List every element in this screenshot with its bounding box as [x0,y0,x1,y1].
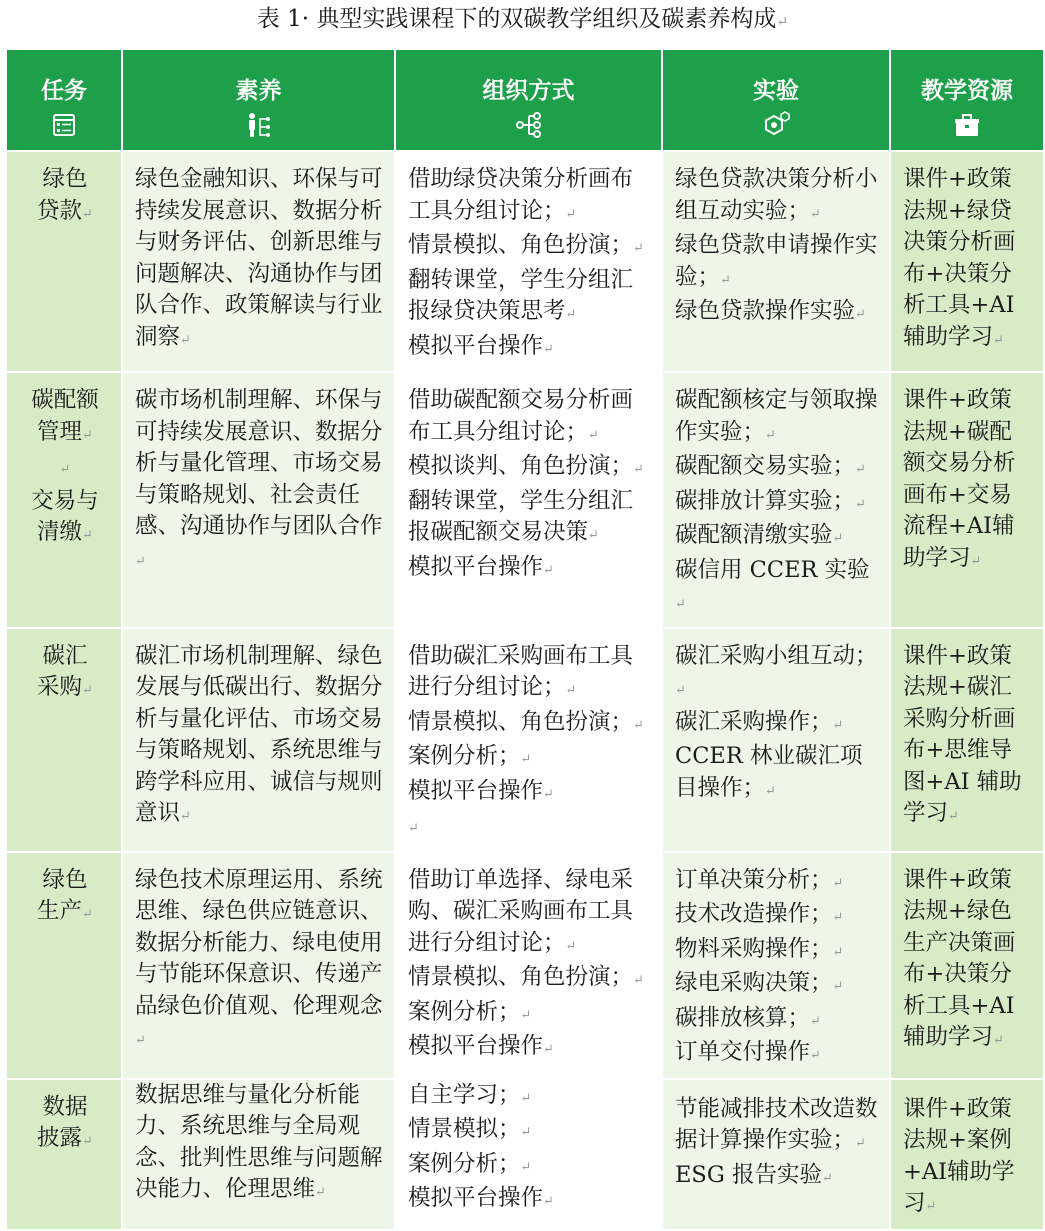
org-item: 案例分析；↵ [408,1150,532,1177]
org-item: 情景模拟、角色扮演；↵ [408,708,644,735]
org-item: 模拟平台操作↵ [408,1185,554,1211]
org-item: 翻转课堂，学生分组汇报绿贷决策思考↵ [408,266,634,324]
header-skill-label: 素养 [235,78,282,104]
header-res [890,49,1044,151]
org-item: 借助碳汇采购画布工具进行分组讨论；↵ [408,642,634,700]
task-line: 披露↵ [37,1125,93,1151]
exp-item: ESG 报告实验↵ [675,1161,833,1188]
res-text: 课件+政策法规+绿色生产决策画布+决策分析工具+AI辅助学习 [903,866,1016,1050]
org-item: 模拟平台操作↵ [408,553,554,580]
exp-item: 订单交付操作↵ [675,1039,821,1065]
org-item: 模拟平台操作↵ [408,332,554,359]
table-row [6,852,1044,1079]
res-cell: 课件+政策法规+碳配额交易分析画布+交易流程+AI辅助学习↵ [890,372,1044,628]
header-task-label: 任务 [41,78,87,104]
skill-cell: 碳市场机制理解、环保与可持续发展意识、数据分析与量化管理、市场交易与策略规划、社会责任感、沟通协作与团队合作↵ [122,372,395,628]
skill-text: 绿色技术原理运用、系统思维、绿色供应链意识、数据分析能力、绿电使用与节能环保意识、传递产品绿色价值观、伦理观念 [135,866,383,1019]
task-line: 管理↵ [37,418,93,445]
org-cell [395,628,662,852]
task-line: 绿色 [42,166,88,192]
exp-item: CCER 林业碳汇项目操作；↵ [675,743,863,801]
skill-text: 绿色金融知识、环保与可持续发展意识、数据分析与财务评估、创新思维与问题解决、沟通协作与团队合作、政策解读与行业洞察 [135,166,383,350]
exp-item: 绿色贷款操作实验↵ [675,298,866,324]
res-cell: 课件+政策法规+碳汇采购分析画布+思维导图+AI 辅助学习↵ [890,628,1044,852]
task-cell [6,151,122,372]
org-item: 借助订单选择、绿电采购、碳汇采购画布工具进行分组讨论；↵ [408,866,634,956]
exp-item: 绿电采购决策；↵ [675,970,844,996]
org-item: 模拟谈判、角色扮演；↵ [408,453,644,479]
exp-item: 碳信用 CCER 实验↵ [675,556,870,612]
practice-course-table [5,48,1045,1231]
org-cell [395,852,662,1079]
org-item: 自主学习；↵ [408,1081,532,1108]
exp-cell [662,151,890,372]
checklist-icon [49,110,79,140]
org-item: 借助绿贷决策分析画布工具分组讨论；↵ [408,166,634,224]
res-cell: 课件+政策法规+绿贷决策分析画布+决策分析工具+AI辅助学习↵ [890,151,1044,372]
skill-cell: 碳汇市场机制理解、绿色发展与低碳出行、数据分析与量化评估、市场交易与策略规划、系统思维与跨学科应用、诚信与规则意识↵ [122,628,395,852]
exp-item: 订单决策分析；↵ [675,866,844,893]
org-item: 模拟平台操作↵ [408,777,554,804]
exp-item: 节能减排技术改造数据计算操作实验；↵ [675,1095,878,1153]
exp-item: 碳配额核定与领取操作实验；↵ [675,387,878,445]
person-tree-icon [244,110,274,140]
header-exp-label: 实验 [753,78,799,104]
caption-text: 表 1· 典型实践课程下的双碳教学组织及碳素养构成 [256,6,777,32]
res-text: 课件+政策法规+绿贷决策分析画布+决策分析工具+AI辅助学习 [903,166,1016,350]
table-row [6,151,1044,372]
briefcase-icon [952,110,982,140]
exp-item: 技术改造操作；↵ [675,901,844,927]
org-item: 情景模拟、角色扮演；↵ [408,232,644,258]
table-header-row [6,49,1044,151]
res-text: 课件+政策法规+案例+AI辅助学习 [903,1095,1015,1216]
exp-cell [662,852,890,1079]
skill-text: 数据思维与量化分析能力、系统思维与全局观念、批判性思维与问题解决能力、伦理思维 [135,1081,383,1202]
table-row [6,628,1044,852]
org-cell [395,1079,662,1230]
exp-cell [662,372,890,628]
org-item: 情景模拟、角色扮演；↵ [408,964,644,990]
org-item: 翻转课堂，学生分组汇报碳配额交易决策↵ [408,487,634,545]
exp-item: 绿色贷款申请操作实验；↵ [675,232,878,290]
header-org [395,49,662,151]
task-line: 交易与 [31,487,99,514]
org-item: 情景模拟；↵ [408,1116,532,1142]
task-line: 采购↵ [37,674,93,700]
org-item: 借助碳配额交易分析画布工具分组讨论；↵ [408,387,634,445]
org-item: 案例分析；↵ [408,998,532,1025]
table-caption [0,2,1045,36]
header-exp [662,49,890,151]
exp-item: 碳排放核算；↵ [675,1004,821,1031]
exp-item: 绿色贷款决策分析小组互动实验；↵ [675,166,878,224]
res-cell: 课件+政策法规+绿色生产决策画布+决策分析工具+AI辅助学习↵ [890,852,1044,1079]
table-row [6,372,1044,628]
skill-cell: 绿色技术原理运用、系统思维、绿色供应链意识、数据分析能力、绿电使用与节能环保意识、传递产品绿色价值观、伦理观念↵ [122,852,395,1079]
exp-item: 碳汇采购操作；↵ [675,708,844,735]
task-line: 绿色 [42,866,88,893]
org-item: 案例分析；↵ [408,743,532,769]
task-line: 贷款↵ [37,197,93,224]
skill-cell: 绿色金融知识、环保与可持续发展意识、数据分析与财务评估、创新思维与问题解决、沟通协作与团队合作、政策解读与行业洞察↵ [122,151,395,372]
exp-item: 碳汇采购小组互动；↵ [675,642,878,698]
hexagon-molecule-icon [761,110,791,140]
task-line: 数据 [42,1093,88,1120]
exp-item: 碳配额清缴实验↵ [675,522,844,548]
header-task [6,49,122,151]
skill-cell: 数据思维与量化分析能力、系统思维与全局观念、批判性思维与问题解决能力、伦理思维↵ [122,1079,395,1230]
org-item: 模拟平台操作↵ [408,1033,554,1059]
paragraph-mark-icon: ↵ [776,14,789,30]
task-cell [6,1079,122,1230]
org-cell [395,372,662,628]
exp-cell [662,628,890,852]
header-org-label: 组织方式 [482,78,575,104]
header-res-label: 教学资源 [921,78,1013,104]
task-line: 碳汇 [42,642,88,669]
exp-cell [662,1079,890,1230]
task-line: ↵ [59,462,71,477]
exp-item: 物料采购操作；↵ [675,935,844,962]
header-skill [122,49,395,151]
exp-item: 碳排放计算实验；↵ [675,487,866,514]
table-row [6,1079,1044,1230]
task-line: 碳配额 [31,387,99,413]
res-text: 课件+政策法规+碳配额交易分析画布+交易流程+AI辅助学习 [903,387,1016,571]
skill-text: 碳市场机制理解、环保与可持续发展意识、数据分析与量化管理、市场交易与策略规划、社会责任感、沟通协作与团队合作 [135,387,383,539]
skill-text: 碳汇市场机制理解、绿色发展与低碳出行、数据分析与量化评估、市场交易与策略规划、系统思维与跨学科应用、诚信与规则意识 [135,642,383,826]
exp-item: 碳配额交易实验；↵ [675,453,866,479]
task-line: 生产↵ [37,898,93,924]
task-cell [6,628,122,852]
org-item: ↵ [408,821,419,836]
res-cell: 课件+政策法规+案例+AI辅助学习↵ [890,1079,1044,1230]
task-cell [6,852,122,1079]
org-cell [395,151,662,372]
res-text: 课件+政策法规+碳汇采购分析画布+思维导图+AI 辅助学习 [903,642,1022,826]
task-line: 清缴↵ [37,519,93,545]
node-network-icon [514,110,544,140]
task-cell [6,372,122,628]
